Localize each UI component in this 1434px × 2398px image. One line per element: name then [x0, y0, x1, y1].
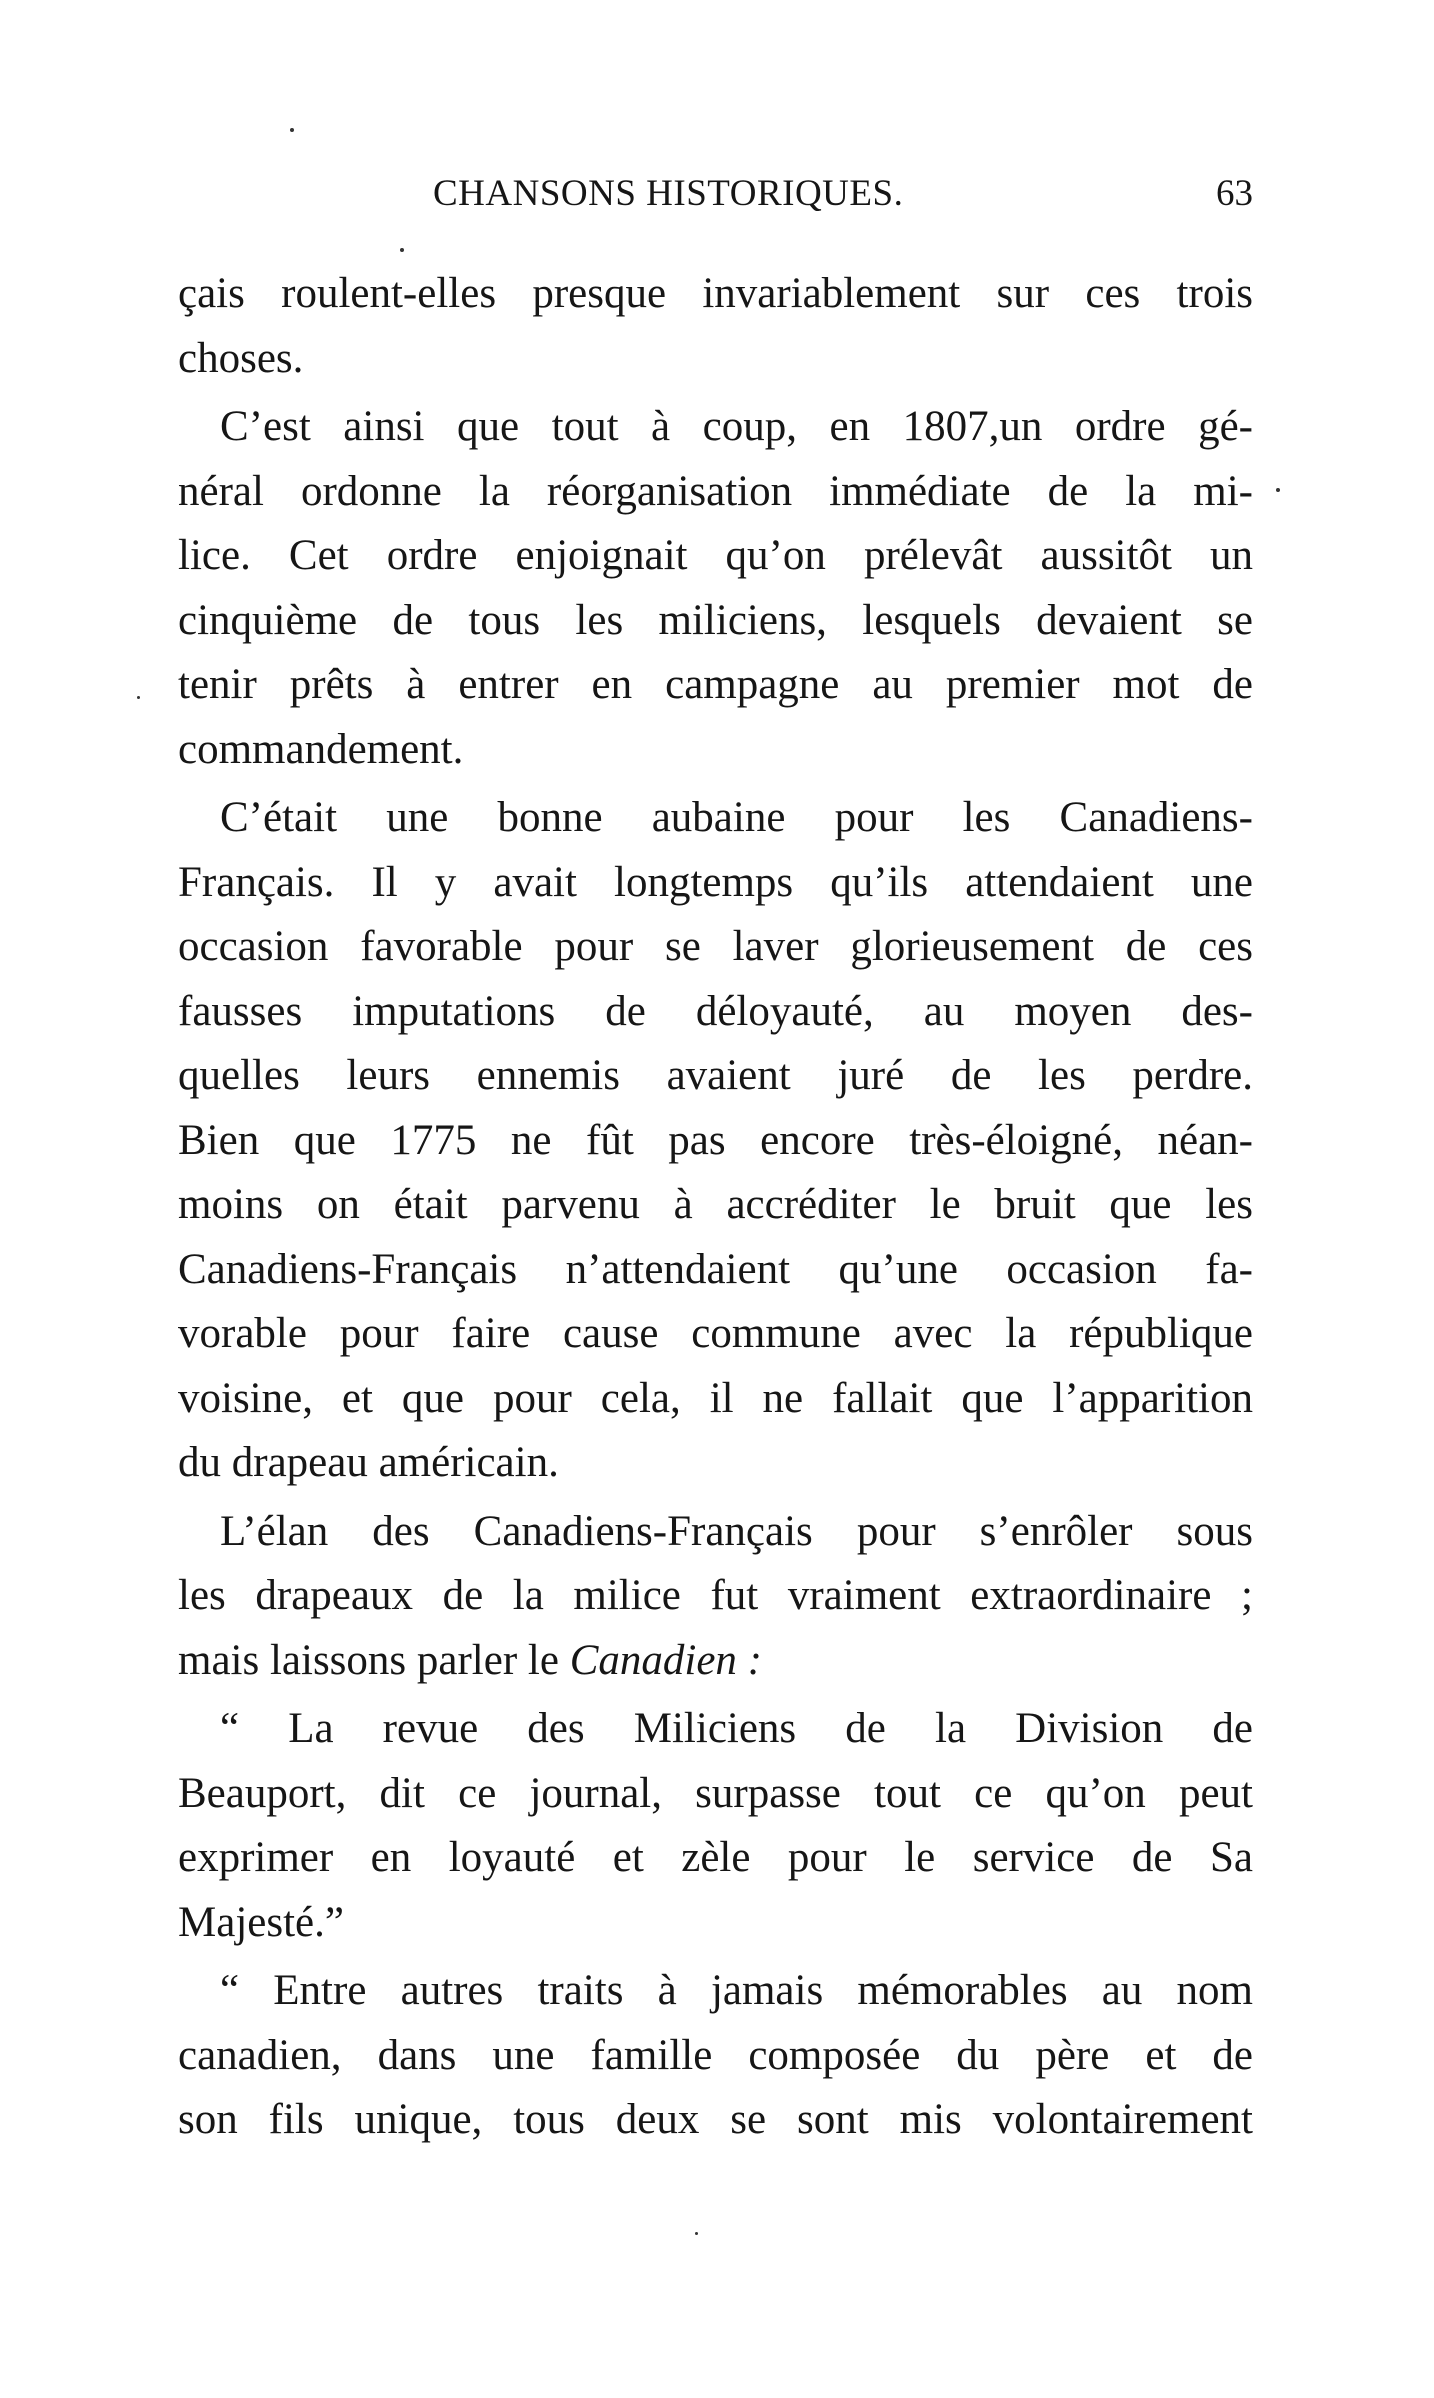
text-line: exprimer en loyauté et zèle pour le service de Sa [178, 1834, 1253, 1881]
text-line: Majesté.” [178, 1898, 344, 1946]
body-text [178, 262, 1253, 2153]
paragraph [178, 1697, 1253, 1955]
text-line: moins on était parvenu à accréditer le bruit que les [178, 1181, 1253, 1228]
scan-speck [400, 248, 404, 252]
paragraph [178, 262, 1253, 391]
text-line: voisine, et que pour cela, il ne fallait que l’apparition [178, 1374, 1253, 1422]
text-line: “ Entre autres traits à jamais mémorables au nom [220, 1967, 1253, 2014]
text-line: “ La revue des Miliciens de la Division de [220, 1705, 1253, 1752]
paragraph [178, 786, 1253, 1496]
text-span: mais laissons parler le [178, 1636, 570, 1684]
newspaper-title: Canadien : [569, 1636, 762, 1684]
text-line: Canadiens-Français n’attendaient qu’une occasion fa- [178, 1245, 1253, 1293]
paragraph [178, 1500, 1253, 1694]
text-line: tenir prêts à entrer en campagne au premier mot de [178, 661, 1253, 708]
text-line: Beauport, dit ce journal, surpasse tout ce qu’on peut [178, 1769, 1253, 1817]
text-line: occasion favorable pour se laver glorieusement de ces [178, 923, 1253, 970]
scan-speck [695, 2232, 698, 2235]
text-line: lice. Cet ordre enjoignait qu’on prélevât aussitôt un [178, 532, 1253, 579]
text-line [178, 1629, 1253, 1694]
text-line: C’était une bonne aubaine pour les Canadiens- [220, 794, 1253, 841]
page-number: 63 [1216, 173, 1253, 214]
scan-speck [290, 128, 294, 132]
scan-speck [137, 696, 140, 699]
text-line: L’élan des Canadiens-Français pour s’enrôler sous [220, 1507, 1253, 1555]
text-line: Bien que 1775 ne fût pas encore très-éloigné, néan- [178, 1116, 1253, 1164]
text-line: cinquième de tous les miliciens, lesquels devaient se [178, 596, 1253, 644]
text-line: Français. Il y avait longtemps qu’ils attendaient une [178, 858, 1253, 906]
text-line: commandement. [178, 725, 464, 773]
text-line: C’est ainsi que tout à coup, en 1807,un ordre gé- [220, 403, 1253, 450]
text-line: vorable pour faire cause commune avec la république [178, 1310, 1253, 1357]
text-line: néral ordonne la réorganisation immédiate de la mi- [178, 467, 1253, 515]
text-line: fausses imputations de déloyauté, au moyen des- [178, 987, 1253, 1035]
text-line: choses. [178, 334, 304, 382]
text-line: les drapeaux de la milice fut vraiment extraordinaire ; [178, 1572, 1253, 1619]
paragraph [178, 1959, 1253, 2153]
text-line: du drapeau américain. [178, 1439, 559, 1486]
running-title: CHANSONS HISTORIQUES. [433, 173, 904, 214]
text-line: canadien, dans une famille composée du père et de [178, 2031, 1253, 2079]
text-line: çais roulent-elles presque invariablement sur ces trois [178, 270, 1253, 317]
text-line: son fils unique, tous deux se sont mis volontairement [178, 2096, 1253, 2143]
page-header [178, 172, 1253, 232]
scan-speck [1276, 488, 1280, 492]
text-line: quelles leurs ennemis avaient juré de les perdre. [178, 1052, 1253, 1099]
paragraph [178, 395, 1253, 782]
